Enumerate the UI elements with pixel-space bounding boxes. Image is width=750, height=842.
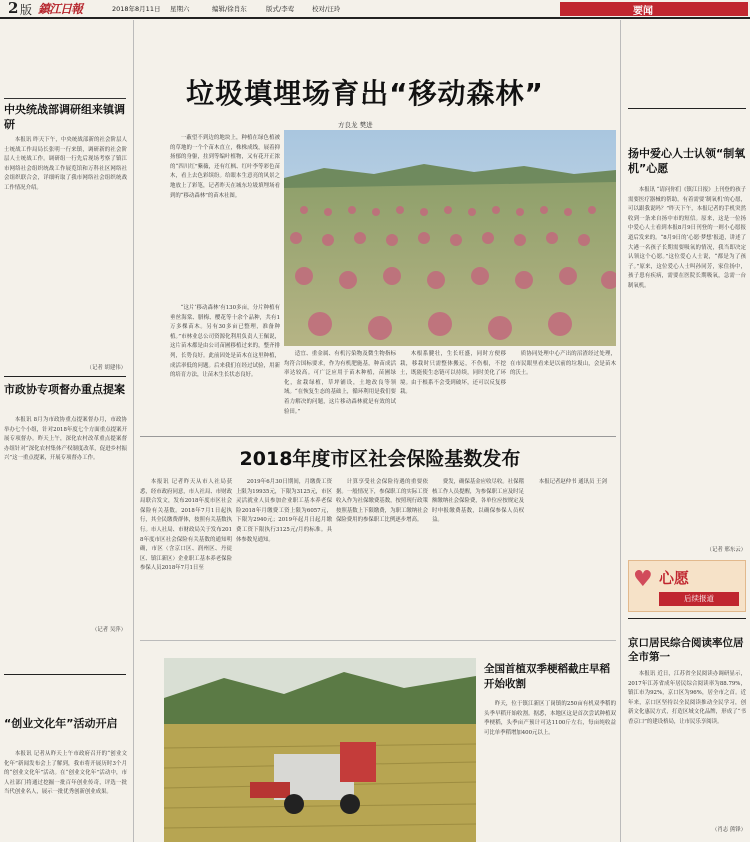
issue-weekday: 星期六 (170, 5, 190, 13)
lead-col5: 质协同处理中心产出的沼渣经过处理，在市民眼里看来是以前的垃圾山，会是苗木的沃土。 (510, 351, 616, 377)
page-unit: 版 (20, 3, 33, 17)
story-headline[interactable]: 市政协专项督办重点提案 (4, 383, 125, 396)
insurance-col1: 本报讯 记者昨天从市人社局获悉，经市政府同意，市人社局、市财政局联合发文，发布2018年度市区社会保险有关基数。2018年7月1日起执行，其全民缴费群体，按照有关基数执行。市人社局、市财政局关于发布2018年度市区社会保险有关基数的通知明确，市区（含京口区、润州区、丹徒区、镇江新区）企业职工基本养老保险参保人员2018年7月1日至 (140, 479, 232, 572)
insurance-col4: 费发，确保基金应收尽收。社保稽核工作人员提醒，为参保职工应及时足额缴纳社会保险费，各单位应按规定及时申报缴费基数，以确保参保人员权益。 (432, 479, 524, 524)
paper-name-logo: 鎮江日報 (38, 2, 83, 16)
forest-photo (284, 130, 616, 346)
banner-sub: 后续报道 (659, 592, 739, 606)
left-column (0, 20, 130, 842)
harvest-headline[interactable]: 全国首植双季梗稻截庄早稻开始收割 (484, 663, 610, 690)
lead-col1: 一蔽望不到边的地块上，种植在绿色植被的草地的一个个苗木直立，株株成线，展着抑扬郁的身躯，拄到等编叶植物，又有花开正浓的“四川红”紫薇，还有红枫、红叶李等彩色苗木，看上去色彩缤纷。给眼本生意亮的风景之地放上了彩笔，记者昨天在城东垃圾填埋场看到的“移动森林”的苗木社图。 (170, 135, 280, 199)
lead-headline[interactable]: 垃圾填埋场育出“移动森林” (186, 77, 544, 110)
issue-date: 2018年8月11日 (112, 5, 161, 13)
lead-col4: 木根系腱壮，生长旺盛，同时方便移栽，移栽时只需整体搬运，不伤根，不挖土，既能使生态链可以持续，同时美化了环境。由于根系不会受到破坏，还可以反复移栽。 (400, 351, 506, 396)
insurance-col3: 计算享受社会保险待遇的重要依据。一般情况下，参保职工的实际工资收入作为社保缴费基数，按照现行政策按照基数上下限缴费，为职工缴纳社会保险费用的参保职工比例逐步增高。 (336, 479, 428, 524)
harvest-body: 昨天，位于镇江新区丁岗镇的250亩有机双季稻的头季早稻开始收割。据悉，本地区这是首次尝试种植双季梗稻，头季亩产预计可达1100斤左右，每亩纯收益可比单季稻增加400元以上。 (484, 701, 616, 736)
insurance-col2: 2019年6月30日期间，月缴费工资上限为19935元，下限为3125元，市区灵活就业人员参加企业职工基本养老保险2018年月缴费工资上限为6057元，下限为2940元；2019年起月日起月缴费工资下限执行3125元/月的标准。具体参数见通知。 (236, 479, 332, 543)
lead-col3: 适宜、重金属、有机污染物及微生物指标均符合国标要求，作为有机肥施基，种苗成活率达较高。可广泛应用于苗木种植，苗圃绿化，盆栽绿植，草坪铺设，土地改良等领域。“在恢复生态的基础上，循环利用是我们要着力解决的问题，这片移动森林就是有效的试验田。” (284, 351, 396, 415)
masthead (0, 0, 750, 16)
story-body: 本报讯 8月为市政协重点提案督办月，市政协举办七个小组，针对2018年度七个方面重点提案开展专项督办。昨天上午，深化农村改革重点提案督办组针对“深化农村集体产权制度改革，促进乡村振兴”这一重点提案，开展专项督办工作。 (4, 417, 127, 462)
story-credit: （记者 吴萍） (91, 627, 126, 633)
lead-col2: “这片‘移动森林’有130多亩，分片种植有垂丝海棠、腊梅、樱花等十余个品种，共有1万多棵苗木。另有30多亩已整理，准备种植。”市林业总公司资源化利用负责人王佩说，这片苗木都是由公司苗圃移植过来的，整齐排列，长势良好。此前因处是苗木在这里种植，成活率低的问题。后来我们在经过试验，用新的培育方法，让苗木生长状态良好。 (170, 305, 280, 379)
insurance-col5: 本报记者赵仲书 通讯员 王剑 (538, 479, 607, 485)
story-body: 本报讯 记者从昨天上午市政府召开的“创业文化年”新闻发布会上了解到，我市将开展历时3个月的“创业文化年”活动。在“创业文化年”活动中，市人社部门将通过挖掘一批百年创业传奇，评选一批当代创业名人，展示一批优秀创新创业成果。 (4, 751, 127, 796)
section-band (560, 2, 748, 16)
right-headline[interactable]: 扬中爱心人士认领“制氧机”心愿 (628, 147, 746, 175)
right-body: 本报讯 “请问你们《镇江日报》上刊登的孩子需要医疗器械的帮助，有着需要‘制氧机’的心愿，可以跟我说吗？”昨天下午，本报记者的手机突然收到一条来自扬中市的短信。原来，这是一位扬中爱心人士看到本报8月9日刊登的一则小心愿报道后发来的。“8月9日的‘心愿·梦想’报道，讲述了大港一名孩子长期需要吸氧的情况，我当即决定认领这个心愿。”这位爱心人士说，“都是为了孩子。”原来，这位爱心人士叫孙同芳，家住扬中，孩子患有疾病，需要在医院长期吸氧，急需一台制氧机。 (628, 187, 746, 289)
right-credit: （记者 邢东云） (706, 547, 746, 553)
insurance-headline[interactable]: 2018年度市区社会保险基数发布 (239, 448, 521, 470)
heart-icon: ♥ (633, 567, 653, 592)
right2-headline[interactable]: 京口居民综合阅读率位居全市第一 (628, 637, 744, 663)
section-label: 要闻 (633, 6, 653, 17)
lead-byline: 方良龙 樊进 (338, 121, 373, 129)
story-headline[interactable]: “创业文化年”活动开启 (4, 717, 118, 730)
banner-main: 心愿 (659, 569, 690, 587)
editor-credit: 编辑/徐肖东 (212, 5, 247, 13)
harvester-photo (164, 658, 476, 842)
page-number: 2 (8, 0, 19, 17)
story-credit: （记者 胡建伟） (86, 365, 126, 371)
right2-body: 本报讯 近日，江苏省全民阅读办调研显示，2017年江苏省成年居民综合阅读率为88.79%，镇江市为92%，京口区为96%，居全市之首。近年来，京口区坚持以全民阅读推动全民学习，创新文化惠民方式，打造区域文化品牌，形成了“书香京口”的建设格局，让市民乐享阅读。 (628, 671, 746, 725)
story-headline[interactable]: 中央统战部调研组来镇调研 (4, 103, 125, 131)
proofreader-credit: 校对/汪玲 (312, 5, 341, 13)
right2-credit: （肖志 熊锋） (711, 827, 746, 833)
designer-credit: 版式/李莺 (266, 5, 295, 13)
heart-wish-banner (628, 560, 746, 612)
story-body: 本报讯 昨天下午，中央统战部新的社会阶层人士统战工作局局长张明一行来镇，调研新的社会阶层人士统战工作。调研组一行先后现场考察了镇江市网络社会组织统战工作展览馆和万科社区网络社会组织联合会，详细听取了我市网络社会组织统战工作情况介绍。 (4, 137, 127, 191)
